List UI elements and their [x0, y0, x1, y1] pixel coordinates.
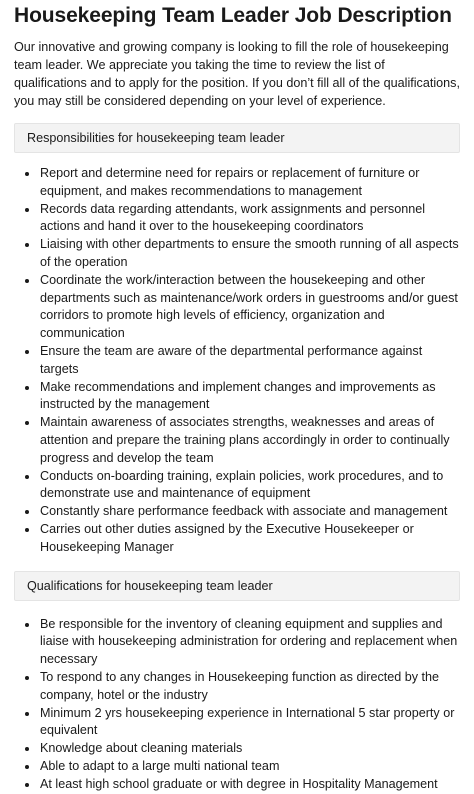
list-item: • Carries out other duties assigned by the Executive Housekeeper or Housekeeping Manager [39, 521, 460, 557]
list-item: • Be responsible for the inventory of cleaning equipment and supplies and liaise with housekeeping administration for ordering and replacement when necessary [39, 616, 460, 669]
list-item: • To respond to any changes in Housekeeping function as directed by the company, hotel or the industry [39, 669, 460, 705]
list-item: • Report and determine need for repairs or replacement of furniture or equipment, and makes recommendations to management [39, 165, 460, 201]
responsibilities-heading: Responsibilities for housekeeping team leader [27, 131, 285, 145]
list-item: • Constantly share performance feedback with associate and management [39, 503, 460, 521]
responsibilities-header [14, 123, 460, 153]
list-item: • Coordinate the work/interaction between the housekeeping and other departments such as maintenance/work orders in guestrooms and/or guest corridors to promote high levels of efficiency, organization and communication [39, 272, 460, 343]
qualifications-heading: Qualifications for housekeeping team leader [27, 578, 273, 593]
qualifications-header [14, 571, 460, 601]
list-item: • Records data regarding attendants, work assignments and personnel actions and hand it over to the housekeeping coordinators [39, 201, 460, 237]
list-item: • Maintain awareness of associates strengths, weaknesses and areas of attention and prepare the training plans accordingly in order to continually progress and develop the team [39, 414, 460, 467]
list-item: • Minimum 2 yrs housekeeping experience in International 5 star property or equivalent [39, 705, 460, 741]
list-item: • At least high school graduate or with degree in Hospitality Management [39, 776, 460, 794]
list-item: • Conducts on-boarding training, explain policies, work procedures, and to demonstrate use and maintenance of equipment [39, 468, 460, 504]
page-title: Housekeeping Team Leader Job Description [14, 4, 452, 27]
list-item: • Ensure the team are aware of the departmental performance against targets [39, 343, 460, 379]
list-item: • Make recommendations and implement changes and improvements as instructed by the management [39, 379, 460, 415]
responsibilities-list [14, 165, 460, 557]
list-item: • Liaising with other departments to ensure the smooth running of all aspects of the operation [39, 236, 460, 272]
list-item: • Knowledge about cleaning materials [39, 740, 460, 758]
intro-paragraph: Our innovative and growing company is looking to fill the role of housekeeping team leader. We appreciate you taking the time to review the list of qualifications and to apply for the position. If you don’t fill all of the qualifications, you may still be considered depending on your level of experience. [14, 40, 460, 108]
list-item: • Able to adapt to a large multi national team [39, 758, 460, 776]
qualifications-list [14, 616, 460, 794]
